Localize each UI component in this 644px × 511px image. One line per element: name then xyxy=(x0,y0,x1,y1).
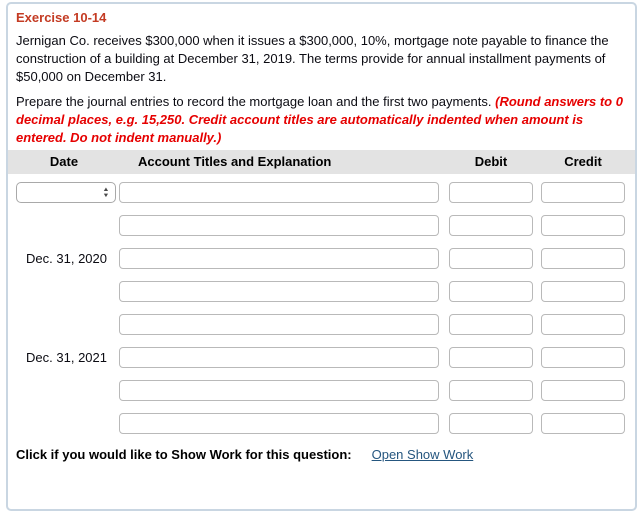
instruction-text: Prepare the journal entries to record the mortgage loan and the first two payments. xyxy=(16,94,496,109)
instruction-paragraph xyxy=(16,93,628,147)
journal-row xyxy=(8,314,635,336)
column-header-credit: Credit xyxy=(564,154,602,169)
column-header-account: Account Titles and Explanation xyxy=(138,154,332,169)
credit-input[interactable] xyxy=(541,347,625,368)
account-title-input[interactable] xyxy=(119,248,439,269)
journal-row xyxy=(8,347,635,369)
table-header xyxy=(8,150,635,174)
debit-input[interactable] xyxy=(449,281,533,302)
credit-input[interactable] xyxy=(541,182,625,203)
journal-row xyxy=(8,182,635,204)
column-header-date: Date xyxy=(49,154,79,169)
journal-row xyxy=(8,380,635,402)
credit-input[interactable] xyxy=(541,314,625,335)
credit-input[interactable] xyxy=(541,380,625,401)
account-title-input[interactable] xyxy=(119,314,439,335)
debit-input[interactable] xyxy=(449,380,533,401)
account-title-input[interactable] xyxy=(119,182,439,203)
problem-text: Jernigan Co. receives $300,000 when it issues a $300,000, 10%, mortgage note payable to finance the construction of a building at December 31, 2019. The terms provide for annual installment payments of $50,000 on December 31. xyxy=(16,33,609,84)
credit-input[interactable] xyxy=(541,281,625,302)
select-spinner-icon: ▲ ▼ xyxy=(101,187,110,199)
journal-row xyxy=(8,215,635,237)
instruction-note: (Round answers to 0 decimal places, e.g. 15,250. Credit account titles are automatically indented when amount is entered. Do not indent manually.) xyxy=(16,94,623,145)
account-title-input[interactable] xyxy=(119,413,439,434)
exercise-panel xyxy=(6,2,637,511)
date-label: Dec. 31, 2021 xyxy=(26,350,107,365)
account-title-input[interactable] xyxy=(119,215,439,236)
date-label: Dec. 31, 2020 xyxy=(26,251,107,266)
exercise-title: Exercise 10-14 xyxy=(16,10,107,25)
show-work-section xyxy=(16,447,628,462)
debit-input[interactable] xyxy=(449,182,533,203)
debit-input[interactable] xyxy=(449,314,533,335)
journal-row xyxy=(8,248,635,270)
credit-input[interactable] xyxy=(541,215,625,236)
credit-input[interactable] xyxy=(541,248,625,269)
open-show-work-link[interactable]: Open Show Work xyxy=(371,447,474,462)
debit-input[interactable] xyxy=(449,215,533,236)
debit-input[interactable] xyxy=(449,347,533,368)
credit-input[interactable] xyxy=(541,413,625,434)
date-select[interactable] xyxy=(16,182,116,203)
show-work-prompt: Click if you would like to Show Work for this question: xyxy=(16,447,352,462)
account-title-input[interactable] xyxy=(119,380,439,401)
journal-row xyxy=(8,413,635,435)
debit-input[interactable] xyxy=(449,413,533,434)
column-header-debit: Debit xyxy=(474,154,508,169)
debit-input[interactable] xyxy=(449,248,533,269)
journal-row xyxy=(8,281,635,303)
account-title-input[interactable] xyxy=(119,347,439,368)
account-title-input[interactable] xyxy=(119,281,439,302)
